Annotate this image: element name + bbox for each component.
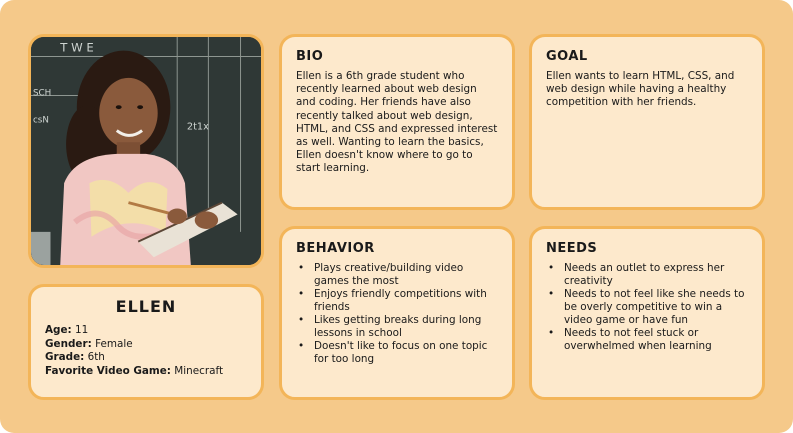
- age-value: 11: [75, 324, 89, 336]
- behavior-list: [296, 262, 498, 366]
- goal-card: [529, 34, 765, 210]
- behavior-item: • Enjoys friendly competitions with friends: [296, 288, 498, 314]
- gender-label: Gender:: [45, 337, 92, 350]
- needs-card: [529, 226, 765, 400]
- needs-list: [546, 262, 748, 353]
- chalkboard-text: csN: [32, 115, 49, 126]
- persona-name: ELLEN: [115, 297, 177, 316]
- needs-item: • Needs to not feel like she needs to be overly competitive to win a video game or have fun: [546, 288, 748, 327]
- grade-value: 6th: [87, 351, 105, 363]
- profile-card: [28, 284, 264, 400]
- behavior-card: [279, 226, 515, 400]
- needs-heading: NEEDS: [546, 241, 598, 256]
- goal-heading: GOAL: [546, 49, 588, 64]
- favorite-game-field: [45, 365, 247, 379]
- persona-photo: [28, 34, 264, 268]
- grade-field: [45, 351, 247, 365]
- chalkboard-text: T W E: [60, 40, 94, 55]
- behavior-heading: BEHAVIOR: [296, 241, 375, 256]
- needs-item: • Needs an outlet to express her creativity: [546, 262, 748, 288]
- bio-text: Ellen is a 6th grade student who recently learned about web design and coding. Her friends have also recently talked about web design, HTML, and CSS and expressed interest as well. Wanting to learn the basics, Ellen doesn't know where to go to start learning.: [296, 70, 498, 175]
- chalkboard-text: 2t1x: [186, 121, 209, 133]
- age-field: [45, 324, 247, 338]
- gender-value: Female: [95, 337, 133, 350]
- needs-item: • Needs to not feel stuck or overwhelmed when learning: [546, 327, 748, 353]
- behavior-item: • Doesn't like to focus on one topic for too long: [296, 340, 498, 366]
- grade-label: Grade:: [45, 351, 85, 363]
- goal-text: Ellen wants to learn HTML, CSS, and web design while having a healthy competition with her friends.: [546, 70, 735, 109]
- student-portrait-image: [31, 37, 261, 265]
- bio-card: [279, 34, 515, 210]
- bio-heading: BIO: [296, 49, 324, 64]
- behavior-item: • Plays creative/building video games the most: [296, 262, 498, 288]
- age-label: Age:: [45, 324, 72, 336]
- favorite-game-label: Favorite Video Game:: [45, 364, 171, 377]
- behavior-item: • Likes getting breaks during long lessons in school: [296, 314, 498, 340]
- chalkboard-text: SCH: [32, 88, 52, 99]
- gender-field: [45, 338, 247, 352]
- favorite-game-value: Minecraft: [174, 364, 224, 377]
